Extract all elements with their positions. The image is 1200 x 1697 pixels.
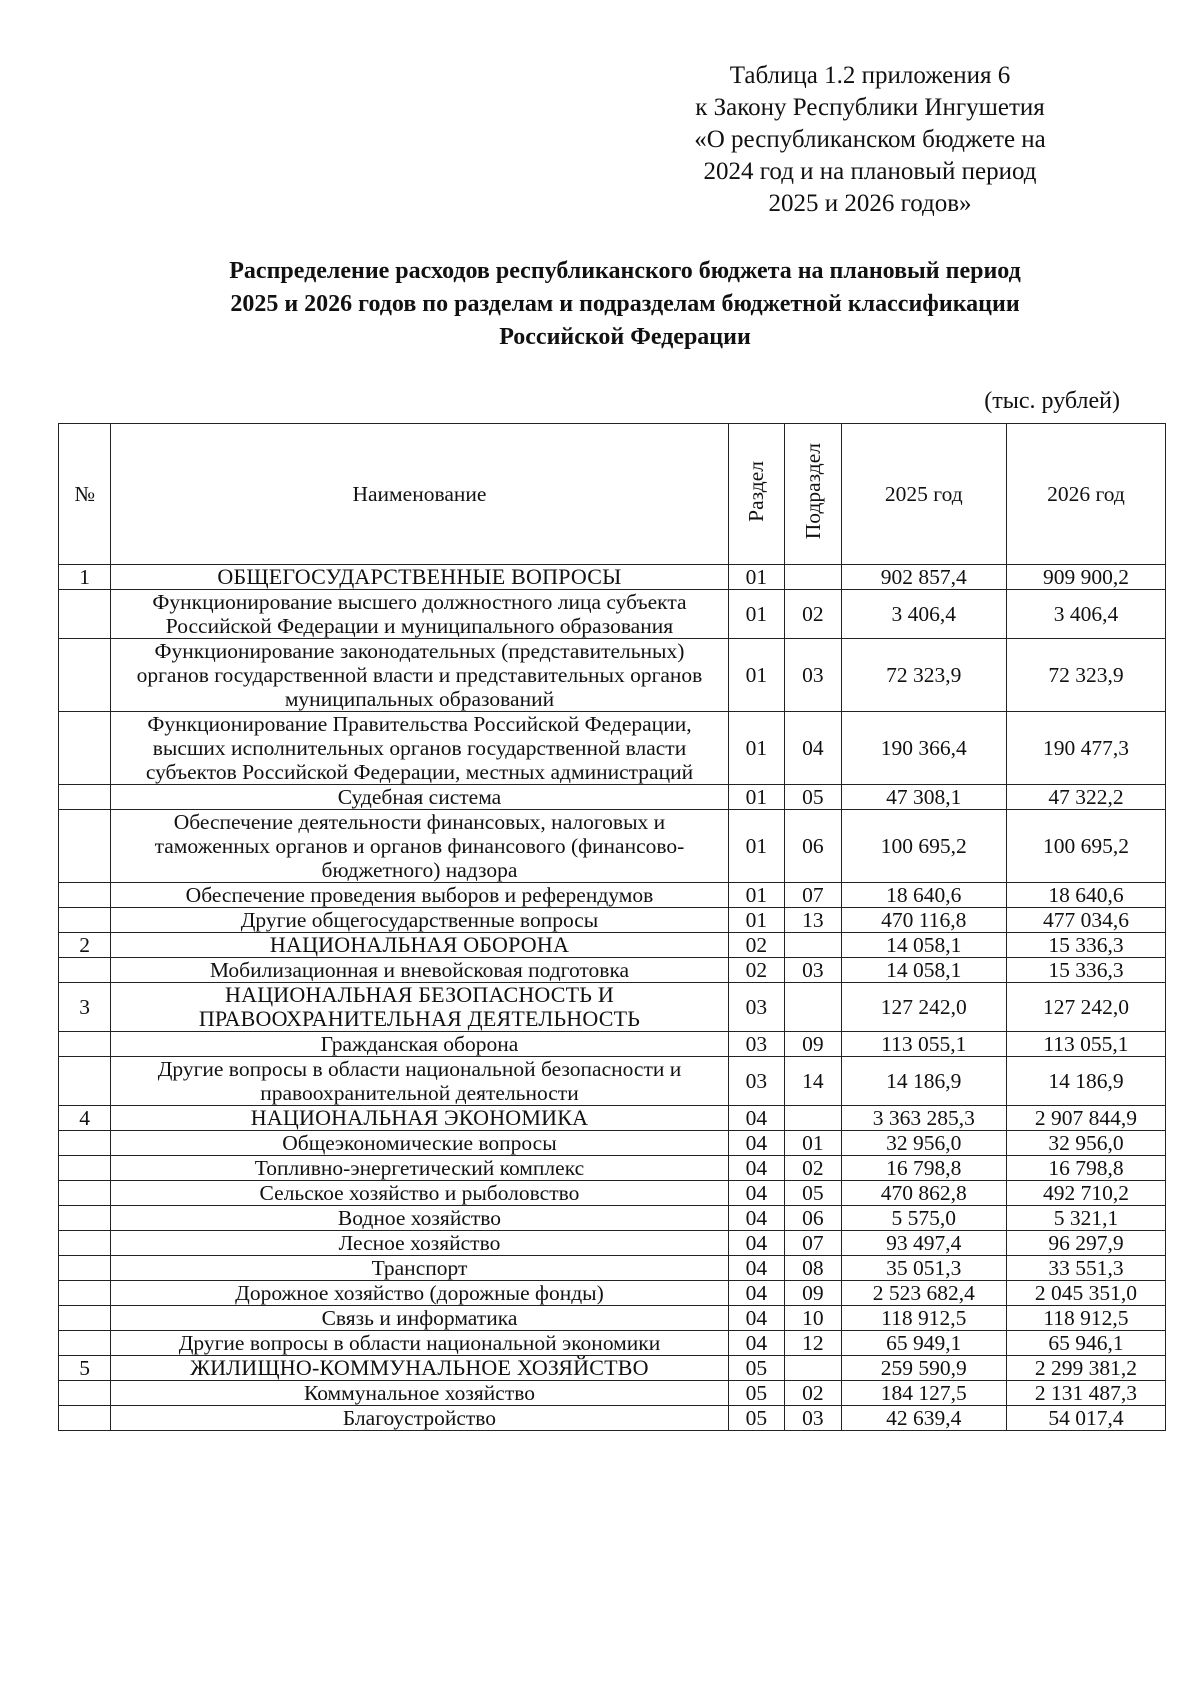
cell-name: Другие общегосударственные вопросы: [111, 908, 728, 933]
appendix-line: Таблица 1.2 приложения 6: [729, 62, 1011, 89]
table-row: [59, 1032, 1166, 1057]
cell-name: Судебная система: [111, 785, 728, 810]
cell-name: Другие вопросы в области национальной безопасности и правоохранительной деятельности: [111, 1057, 728, 1106]
cell-section-code: 03: [728, 983, 785, 1032]
appendix-reference: [655, 60, 1085, 220]
header-name: Наименование: [111, 424, 728, 565]
cell-num: [59, 810, 111, 883]
cell-name: Топливно-энергетический комплекс: [111, 1156, 728, 1181]
cell-name: Функционирование высшего должностного лица субъекта Российской Федерации и муниципального образования: [111, 590, 728, 639]
table-row: [59, 810, 1166, 883]
table-row: [59, 1381, 1166, 1406]
cell-section-code: 04: [728, 1331, 785, 1356]
table-row: [59, 1281, 1166, 1306]
cell-section-code: 04: [728, 1106, 785, 1131]
appendix-line: «О республиканском бюджете на: [694, 126, 1046, 153]
cell-value-2026: 909 900,2: [1006, 565, 1165, 590]
cell-subsection-code: 05: [785, 1181, 842, 1206]
cell-num: 3: [59, 983, 111, 1032]
cell-name: Мобилизационная и вневойсковая подготовка: [111, 958, 728, 983]
cell-subsection-code: 07: [785, 1231, 842, 1256]
cell-subsection-code: 03: [785, 639, 842, 712]
cell-value-2025: 14 186,9: [841, 1057, 1006, 1106]
cell-num: [59, 1331, 111, 1356]
table-section-row: [59, 565, 1166, 590]
cell-section-code: 05: [728, 1381, 785, 1406]
cell-value-2025: 18 640,6: [841, 883, 1006, 908]
cell-section-code: 01: [728, 639, 785, 712]
cell-num: [59, 1181, 111, 1206]
cell-name: НАЦИОНАЛЬНАЯ ЭКОНОМИКА: [111, 1106, 728, 1131]
cell-value-2026: 14 186,9: [1006, 1057, 1165, 1106]
cell-subsection-code: 13: [785, 908, 842, 933]
header-section: [728, 424, 785, 565]
cell-value-2025: 42 639,4: [841, 1406, 1006, 1431]
table-header-row: [59, 424, 1166, 565]
table-row: [59, 1306, 1166, 1331]
cell-value-2026: 32 956,0: [1006, 1131, 1165, 1156]
cell-value-2025: 470 116,8: [841, 908, 1006, 933]
cell-value-2025: 184 127,5: [841, 1381, 1006, 1406]
cell-value-2025: 190 366,4: [841, 712, 1006, 785]
cell-num: [59, 1381, 111, 1406]
cell-value-2026: 16 798,8: [1006, 1156, 1165, 1181]
cell-subsection-code: 12: [785, 1331, 842, 1356]
cell-subsection-code: 06: [785, 810, 842, 883]
cell-subsection-code: 03: [785, 1406, 842, 1431]
cell-section-code: 04: [728, 1156, 785, 1181]
cell-section-code: 04: [728, 1206, 785, 1231]
cell-name: Общеэкономические вопросы: [111, 1131, 728, 1156]
cell-name: Функционирование Правительства Российской Федерации, высших исполнительных органов государственной власти субъектов Российской Федерации, местных администраций: [111, 712, 728, 785]
units-label: (тыс. рублей): [984, 388, 1120, 414]
table-row: [59, 1231, 1166, 1256]
cell-subsection-code: 06: [785, 1206, 842, 1231]
cell-num: 1: [59, 565, 111, 590]
cell-section-code: 01: [728, 810, 785, 883]
cell-num: 5: [59, 1356, 111, 1381]
cell-num: [59, 639, 111, 712]
cell-num: [59, 958, 111, 983]
header-subsection: [785, 424, 842, 565]
cell-value-2026: 2 131 487,3: [1006, 1381, 1165, 1406]
table-row: [59, 908, 1166, 933]
title-line: 2025 и 2026 годов по разделам и подразделам бюджетной классификации: [230, 291, 1020, 317]
cell-subsection-code: 09: [785, 1032, 842, 1057]
table-section-row: [59, 983, 1166, 1032]
cell-section-code: 01: [728, 712, 785, 785]
cell-name: Другие вопросы в области национальной экономики: [111, 1331, 728, 1356]
cell-subsection-code: 04: [785, 712, 842, 785]
cell-subsection-code: 07: [785, 883, 842, 908]
cell-value-2025: 16 798,8: [841, 1156, 1006, 1181]
cell-num: [59, 1231, 111, 1256]
cell-name: Транспорт: [111, 1256, 728, 1281]
cell-value-2026: 190 477,3: [1006, 712, 1165, 785]
table-row: [59, 883, 1166, 908]
cell-num: [59, 1057, 111, 1106]
cell-num: [59, 712, 111, 785]
header-subsection-label: Подраздел: [800, 443, 825, 540]
cell-section-code: 03: [728, 1032, 785, 1057]
cell-subsection-code: 03: [785, 958, 842, 983]
cell-num: [59, 1256, 111, 1281]
table-row: [59, 1057, 1166, 1106]
cell-value-2025: 100 695,2: [841, 810, 1006, 883]
cell-value-2025: 65 949,1: [841, 1331, 1006, 1356]
cell-subsection-code: 01: [785, 1131, 842, 1156]
cell-value-2026: 127 242,0: [1006, 983, 1165, 1032]
cell-subsection-code: 10: [785, 1306, 842, 1331]
cell-section-code: 04: [728, 1306, 785, 1331]
cell-value-2026: 477 034,6: [1006, 908, 1165, 933]
cell-num: [59, 1406, 111, 1431]
cell-value-2025: 902 857,4: [841, 565, 1006, 590]
cell-subsection-code: [785, 565, 842, 590]
cell-name: Функционирование законодательных (представительных) органов государственной власти и представительных органов муниципальных образований: [111, 639, 728, 712]
cell-value-2026: 2 907 844,9: [1006, 1106, 1165, 1131]
cell-section-code: 04: [728, 1281, 785, 1306]
cell-subsection-code: 02: [785, 1381, 842, 1406]
cell-name: Связь и информатика: [111, 1306, 728, 1331]
cell-section-code: 04: [728, 1131, 785, 1156]
cell-value-2026: 18 640,6: [1006, 883, 1165, 908]
cell-subsection-code: [785, 933, 842, 958]
cell-name: Лесное хозяйство: [111, 1231, 728, 1256]
table-row: [59, 1181, 1166, 1206]
cell-subsection-code: 08: [785, 1256, 842, 1281]
cell-value-2025: 72 323,9: [841, 639, 1006, 712]
cell-value-2025: 32 956,0: [841, 1131, 1006, 1156]
cell-section-code: 01: [728, 908, 785, 933]
table-row: [59, 590, 1166, 639]
title-line: Распределение расходов республиканского бюджета на плановый период: [229, 258, 1021, 284]
cell-value-2025: 47 308,1: [841, 785, 1006, 810]
cell-subsection-code: [785, 1106, 842, 1131]
table-row: [59, 1331, 1166, 1356]
cell-num: 4: [59, 1106, 111, 1131]
cell-value-2025: 470 862,8: [841, 1181, 1006, 1206]
cell-value-2025: 127 242,0: [841, 983, 1006, 1032]
cell-value-2025: 14 058,1: [841, 958, 1006, 983]
appendix-line: 2025 и 2026 годов»: [768, 190, 972, 217]
cell-num: 2: [59, 933, 111, 958]
budget-table: [58, 423, 1166, 1431]
cell-section-code: 02: [728, 933, 785, 958]
cell-section-code: 01: [728, 565, 785, 590]
cell-section-code: 01: [728, 785, 785, 810]
cell-num: [59, 1206, 111, 1231]
cell-name: Сельское хозяйство и рыболовство: [111, 1181, 728, 1206]
cell-value-2026: 54 017,4: [1006, 1406, 1165, 1431]
cell-name: Водное хозяйство: [111, 1206, 728, 1231]
cell-value-2026: 2 045 351,0: [1006, 1281, 1165, 1306]
cell-subsection-code: 14: [785, 1057, 842, 1106]
table-section-row: [59, 933, 1166, 958]
table-section-row: [59, 1356, 1166, 1381]
table-row: [59, 712, 1166, 785]
cell-value-2026: 65 946,1: [1006, 1331, 1165, 1356]
cell-subsection-code: 09: [785, 1281, 842, 1306]
cell-value-2026: 15 336,3: [1006, 933, 1165, 958]
cell-value-2025: 5 575,0: [841, 1206, 1006, 1231]
table-row: [59, 958, 1166, 983]
cell-num: [59, 1281, 111, 1306]
cell-value-2026: 96 297,9: [1006, 1231, 1165, 1256]
table-row: [59, 1256, 1166, 1281]
cell-value-2025: 93 497,4: [841, 1231, 1006, 1256]
cell-name: Гражданская оборона: [111, 1032, 728, 1057]
cell-value-2026: 2 299 381,2: [1006, 1356, 1165, 1381]
header-2026: 2026 год: [1006, 424, 1165, 565]
cell-value-2026: 492 710,2: [1006, 1181, 1165, 1206]
cell-subsection-code: 05: [785, 785, 842, 810]
cell-name: ОБЩЕГОСУДАРСТВЕННЫЕ ВОПРОСЫ: [111, 565, 728, 590]
cell-num: [59, 1032, 111, 1057]
header-num: №: [59, 424, 111, 565]
cell-section-code: 01: [728, 590, 785, 639]
appendix-line: 2024 год и на плановый период: [703, 158, 1037, 185]
cell-value-2026: 5 321,1: [1006, 1206, 1165, 1231]
cell-value-2025: 259 590,9: [841, 1356, 1006, 1381]
cell-subsection-code: [785, 983, 842, 1032]
cell-section-code: 05: [728, 1406, 785, 1431]
cell-value-2026: 100 695,2: [1006, 810, 1165, 883]
table-row: [59, 1131, 1166, 1156]
cell-subsection-code: 02: [785, 1156, 842, 1181]
cell-value-2025: 118 912,5: [841, 1306, 1006, 1331]
header-section-label: Раздел: [744, 461, 769, 522]
cell-subsection-code: 02: [785, 590, 842, 639]
cell-value-2026: 118 912,5: [1006, 1306, 1165, 1331]
cell-num: [59, 1131, 111, 1156]
cell-name: Обеспечение проведения выборов и референдумов: [111, 883, 728, 908]
cell-value-2026: 33 551,3: [1006, 1256, 1165, 1281]
cell-value-2025: 3 406,4: [841, 590, 1006, 639]
cell-name: Обеспечение деятельности финансовых, налоговых и таможенных органов и органов финансового (финансово-бюджетного) надзора: [111, 810, 728, 883]
table-row: [59, 785, 1166, 810]
cell-value-2025: 14 058,1: [841, 933, 1006, 958]
cell-name: ЖИЛИЩНО-КОММУНАЛЬНОЕ ХОЗЯЙСТВО: [111, 1356, 728, 1381]
cell-value-2025: 113 055,1: [841, 1032, 1006, 1057]
header-2025: 2025 год: [841, 424, 1006, 565]
cell-value-2026: 47 322,2: [1006, 785, 1165, 810]
cell-num: [59, 1156, 111, 1181]
cell-section-code: 04: [728, 1181, 785, 1206]
title-line: Российской Федерации: [499, 324, 751, 350]
cell-value-2026: 15 336,3: [1006, 958, 1165, 983]
cell-section-code: 02: [728, 958, 785, 983]
appendix-line: к Закону Республики Ингушетия: [695, 94, 1045, 121]
cell-num: [59, 1306, 111, 1331]
cell-name: Благоустройство: [111, 1406, 728, 1431]
cell-value-2025: 35 051,3: [841, 1256, 1006, 1281]
cell-value-2026: 113 055,1: [1006, 1032, 1165, 1057]
document-title: [140, 255, 1110, 354]
cell-subsection-code: [785, 1356, 842, 1381]
cell-value-2025: 2 523 682,4: [841, 1281, 1006, 1306]
cell-name: НАЦИОНАЛЬНАЯ БЕЗОПАСНОСТЬ И ПРАВООХРАНИТЕЛЬНАЯ ДЕЯТЕЛЬНОСТЬ: [111, 983, 728, 1032]
table-row: [59, 1406, 1166, 1431]
cell-section-code: 01: [728, 883, 785, 908]
cell-value-2026: 72 323,9: [1006, 639, 1165, 712]
table-row: [59, 639, 1166, 712]
cell-value-2026: 3 406,4: [1006, 590, 1165, 639]
cell-value-2025: 3 363 285,3: [841, 1106, 1006, 1131]
cell-name: Коммунальное хозяйство: [111, 1381, 728, 1406]
table-section-row: [59, 1106, 1166, 1131]
cell-name: Дорожное хозяйство (дорожные фонды): [111, 1281, 728, 1306]
cell-num: [59, 883, 111, 908]
table-row: [59, 1156, 1166, 1181]
cell-name: НАЦИОНАЛЬНАЯ ОБОРОНА: [111, 933, 728, 958]
cell-section-code: 05: [728, 1356, 785, 1381]
cell-num: [59, 908, 111, 933]
table-row: [59, 1206, 1166, 1231]
cell-num: [59, 785, 111, 810]
cell-section-code: 04: [728, 1231, 785, 1256]
cell-num: [59, 590, 111, 639]
cell-section-code: 04: [728, 1256, 785, 1281]
cell-section-code: 03: [728, 1057, 785, 1106]
